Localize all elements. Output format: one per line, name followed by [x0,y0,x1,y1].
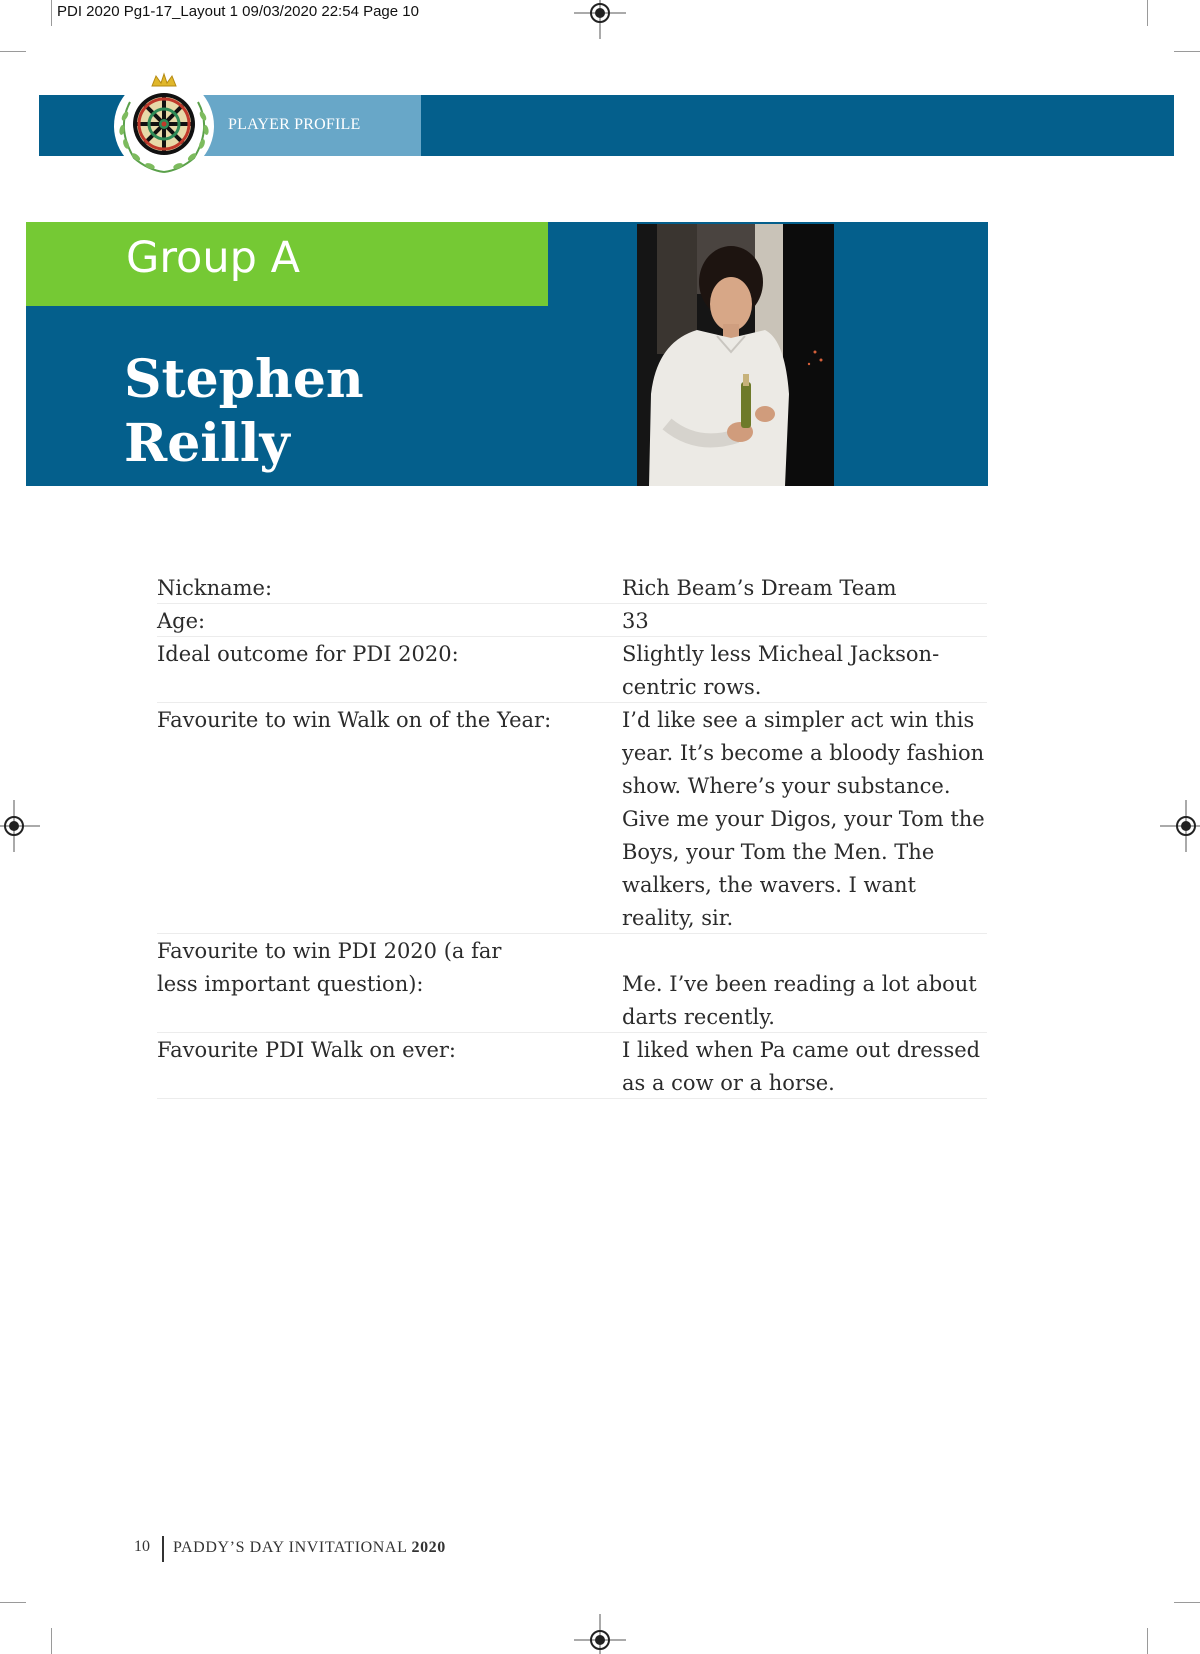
footer-year: 2020 [411,1539,446,1556]
crop-mark [1174,1602,1200,1603]
crop-mark [51,1628,52,1654]
player-last-name: Reilly [124,413,290,474]
row-divider [157,933,987,934]
crop-mark [0,51,26,52]
section-label: PLAYER PROFILE [228,116,361,133]
profile-question: Favourite PDI Walk on ever: [157,1038,457,1062]
profile-question: Nickname: [157,576,273,600]
profile-answer: Me. I’ve been reading a lot about darts recently. [622,972,977,1029]
player-photo [637,224,834,486]
row-divider [157,1098,987,1099]
player-photo-illustration [637,224,834,486]
profile-answer: Rich Beam’s Dream Team [622,576,897,600]
print-slug: PDI 2020 Pg1-17_Layout 1 09/03/2020 22:54 Page 10 [57,3,419,20]
footer-divider [162,1536,164,1562]
player-first-name: Stephen [124,349,364,410]
crop-mark [1174,51,1200,52]
row-divider [157,1032,987,1033]
row-divider [157,636,987,637]
registration-mark-icon [574,1614,626,1654]
profile-answer: Slightly less Micheal Jackson-centric rows. [622,642,940,699]
crop-mark [1147,1628,1148,1654]
dartboard-laurel-logo-icon [108,72,220,176]
page-number: 10 [134,1538,150,1555]
registration-mark-icon [1160,800,1200,852]
profile-question: Age: [157,609,206,633]
crop-mark [1147,0,1148,26]
registration-mark-icon [0,800,40,852]
player-name [124,348,364,476]
profile-question: Ideal outcome for PDI 2020: [157,642,459,666]
profile-answer: 33 [622,609,649,633]
row-divider [157,702,987,703]
crop-mark [0,1602,26,1603]
crop-mark [51,0,52,26]
footer-publication [173,1539,446,1557]
profile-question: Favourite to win PDI 2020 (a far less important question): [157,939,502,996]
group-label: Group A [126,233,300,283]
profile-question: Favourite to win Walk on of the Year: [157,708,552,732]
profile-answer: I liked when Pa came out dressed as a cow or a horse. [622,1038,981,1095]
row-divider [157,603,987,604]
registration-mark-icon [574,0,626,39]
footer-publication-name: PADDY’S DAY INVITATIONAL [173,1539,407,1556]
profile-answer: I’d like see a simpler act win this year. It’s become a bloody fashion show. Where’s your substance. Give me your Digos, your Tom the Boys, your Tom the Men. The walkers, the wavers. I want reality, sir. [622,708,985,930]
